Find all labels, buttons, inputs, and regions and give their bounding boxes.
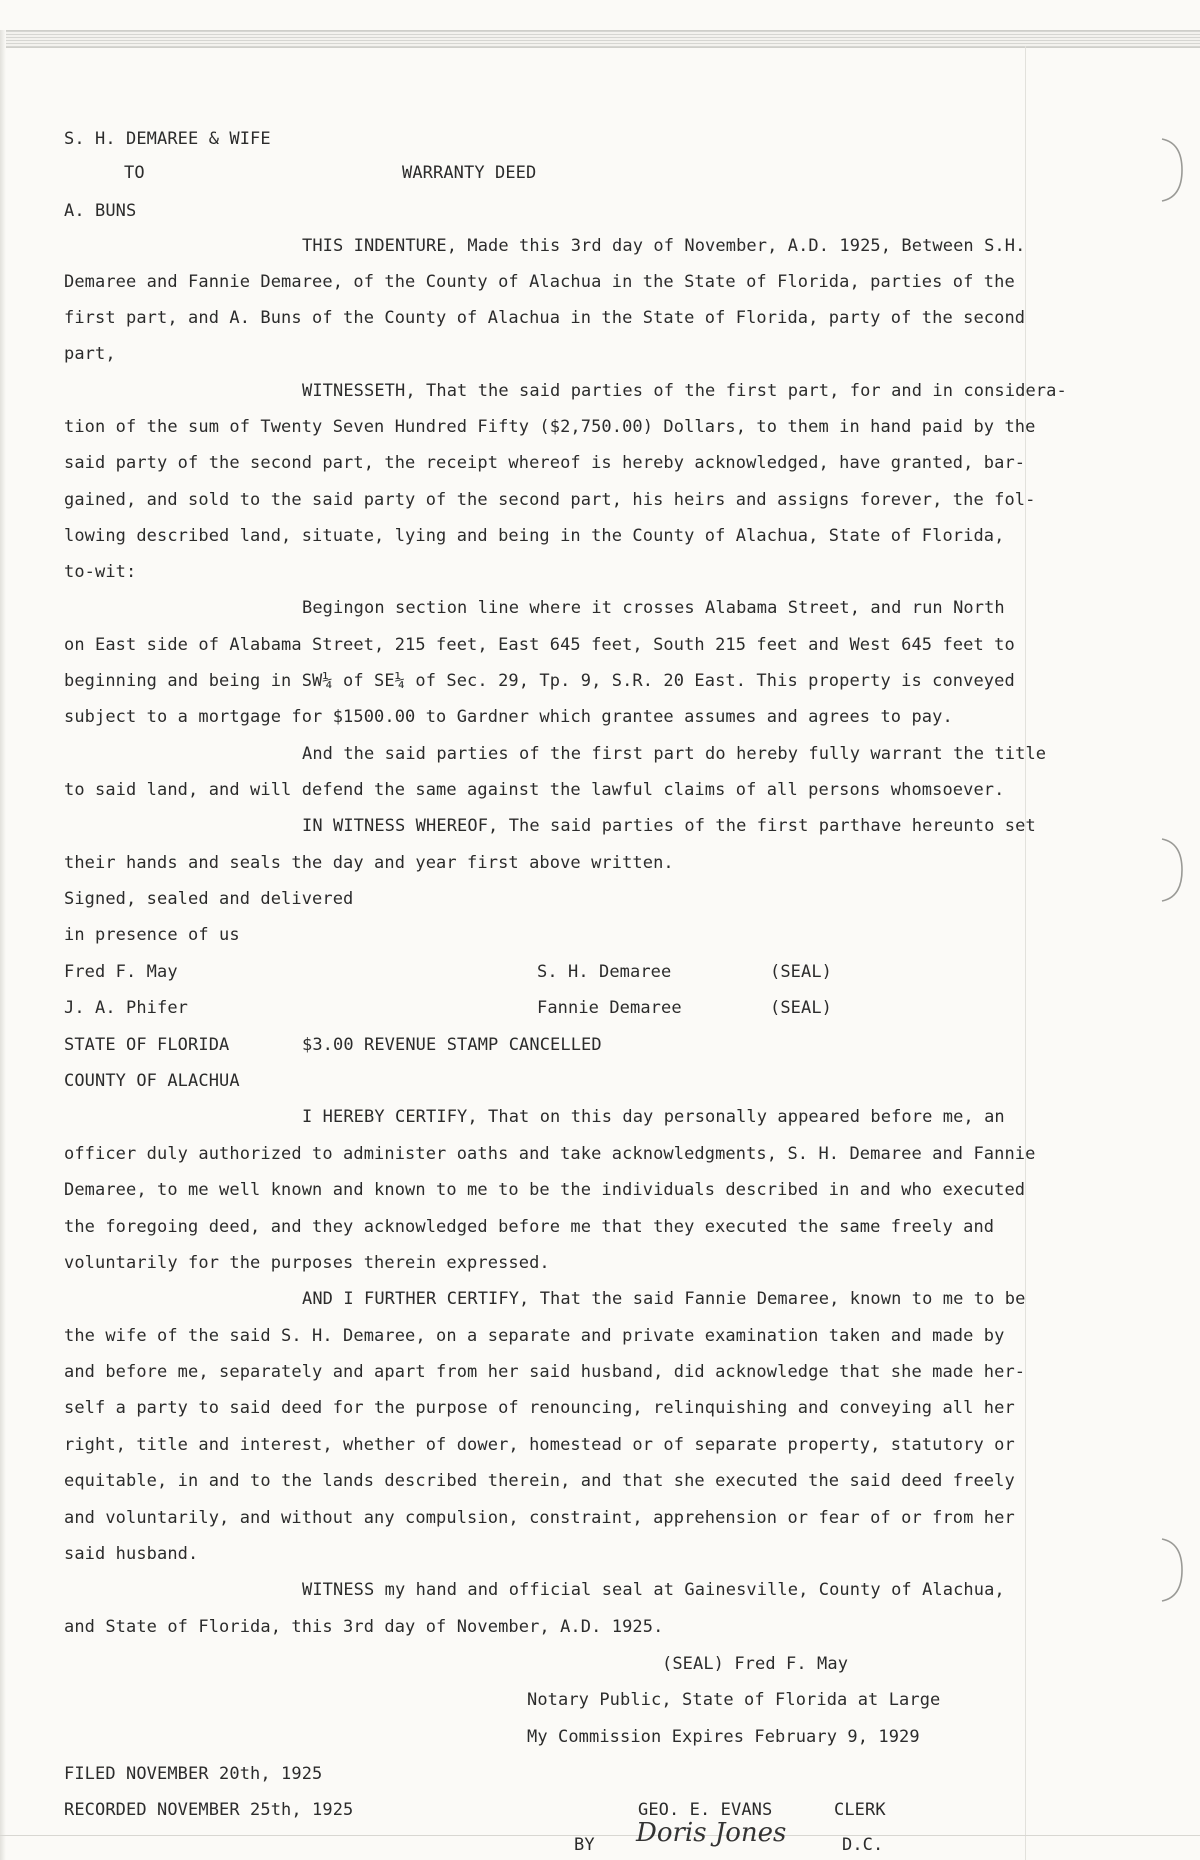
body-line: WITNESSETH, That the said parties of the first part, for and in considera- — [302, 381, 1067, 401]
state-line: STATE OF FLORIDA — [64, 1035, 230, 1055]
certificate-line: right, title and interest, whether of dower, homestead or of separate property, statutory or — [64, 1435, 1015, 1455]
certificate-line: WITNESS my hand and official seal at Gainesville, County of Alachua, — [302, 1580, 1005, 1600]
certificate-line: and before me, separately and apart from her said husband, did acknowledge that she made her- — [64, 1362, 1026, 1382]
body-line: Signed, sealed and delivered — [64, 889, 354, 909]
body-line: first part, and A. Buns of the County of Alachua in the State of Florida, party of the second — [64, 308, 1026, 328]
filed-date: FILED NOVEMBER 20th, 1925 — [64, 1764, 323, 1784]
scan-bottom-edge — [0, 1835, 1200, 1836]
certificate-line: equitable, in and to the lands described therein, and that she executed the said deed freely — [64, 1471, 1015, 1491]
certificate-line: self a party to said deed for the purpose of renouncing, relinquishing and conveying all her — [64, 1398, 1015, 1418]
notary-title: Notary Public, State of Florida at Large — [527, 1690, 941, 1710]
body-line: said party of the second part, the receipt whereof is hereby acknowledged, have granted, bar- — [64, 453, 1026, 473]
body-line: Demaree and Fannie Demaree, of the County of Alachua in the State of Florida, parties of the — [64, 272, 1015, 292]
signer-name: S. H. Demaree — [537, 962, 672, 982]
body-line: to said land, and will defend the same against the lawful claims of all persons whomsoever. — [64, 780, 1005, 800]
deputy-clerk-signature: Doris Jones — [636, 1818, 787, 1848]
signer-name: Fannie Demaree — [537, 998, 682, 1018]
deputy-clerk-label: D.C. — [842, 1835, 884, 1855]
body-line: part, — [64, 344, 116, 364]
scan-top-band — [0, 30, 1200, 48]
clerk-name: GEO. E. EVANS — [638, 1800, 773, 1820]
grantor-heading: S. H. DEMAREE & WIFE — [64, 129, 271, 149]
witness-name: J. A. Phifer — [64, 998, 189, 1018]
body-line: Begingon section line where it crosses Alabama Street, and run North — [302, 598, 1005, 618]
certificate-line: AND I FURTHER CERTIFY, That the said Fannie Demaree, known to me to be — [302, 1289, 1026, 1309]
revenue-stamp-note: $3.00 REVENUE STAMP CANCELLED — [302, 1035, 602, 1055]
body-line: And the said parties of the first part do hereby fully warrant the title — [302, 744, 1047, 764]
clerk-title: CLERK — [834, 1800, 886, 1820]
body-line: subject to a mortgage for $1500.00 to Gardner which grantee assumes and agrees to pay. — [64, 707, 953, 727]
body-line: their hands and seals the day and year first above written. — [64, 853, 674, 873]
body-line: on East side of Alabama Street, 215 feet, East 645 feet, South 215 feet and West 645 feet to — [64, 635, 1015, 655]
body-line: beginning and being in SW¼ of SE¼ of Sec. 29, Tp. 9, S.R. 20 East. This property is conveyed — [64, 671, 1015, 691]
witness-name: Fred F. May — [64, 962, 178, 982]
by-label: BY — [574, 1835, 595, 1855]
certificate-line: the foregoing deed, and they acknowledged before me that they executed the same freely and — [64, 1217, 995, 1237]
notary-commission: My Commission Expires February 9, 1929 — [527, 1727, 920, 1747]
recorded-date: RECORDED NOVEMBER 25th, 1925 — [64, 1800, 354, 1820]
punch-hole-mark-1 — [1158, 135, 1188, 205]
body-line: in presence of us — [64, 925, 240, 945]
body-line: gained, and sold to the said party of the second part, his heirs and assigns forever, the fol- — [64, 490, 1036, 510]
certificate-line: and State of Florida, this 3rd day of November, A.D. 1925. — [64, 1617, 664, 1637]
document-title: WARRANTY DEED — [402, 163, 537, 183]
certificate-line: the wife of the said S. H. Demaree, on a separate and private examination taken and made by — [64, 1326, 1005, 1346]
grantee-heading: A. BUNS — [64, 201, 137, 221]
certificate-line: officer duly authorized to administer oaths and take acknowledgments, S. H. Demaree and Fannie — [64, 1144, 1036, 1164]
body-line: lowing described land, situate, lying and being in the County of Alachua, State of Florida, — [64, 526, 1005, 546]
certificate-line: said husband. — [64, 1544, 199, 1564]
body-line: THIS INDENTURE, Made this 3rd day of November, A.D. 1925, Between S.H. — [302, 236, 1026, 256]
certificate-line: I HEREBY CERTIFY, That on this day personally appeared before me, an — [302, 1107, 1005, 1127]
body-line: to-wit: — [64, 562, 137, 582]
seal-mark: (SEAL) — [770, 962, 833, 982]
punch-hole-mark-2 — [1158, 835, 1188, 905]
certificate-line: and voluntarily, and without any compulsion, constraint, apprehension or fear of or from her — [64, 1508, 1015, 1528]
certificate-line: Demaree, to me well known and known to me to be the individuals described in and who executed — [64, 1180, 1026, 1200]
notary-seal-line: (SEAL) Fred F. May — [662, 1654, 849, 1674]
punch-hole-mark-3 — [1158, 1535, 1188, 1605]
body-line: tion of the sum of Twenty Seven Hundred Fifty ($2,750.00) Dollars, to them in hand paid by the — [64, 417, 1036, 437]
county-line: COUNTY OF ALACHUA — [64, 1071, 240, 1091]
certificate-line: voluntarily for the purposes therein expressed. — [64, 1253, 550, 1273]
body-line: IN WITNESS WHEREOF, The said parties of the first parthave hereunto set — [302, 816, 1036, 836]
seal-mark: (SEAL) — [770, 998, 833, 1018]
to-heading: TO — [124, 163, 145, 183]
scan-left-edge — [0, 30, 6, 1860]
